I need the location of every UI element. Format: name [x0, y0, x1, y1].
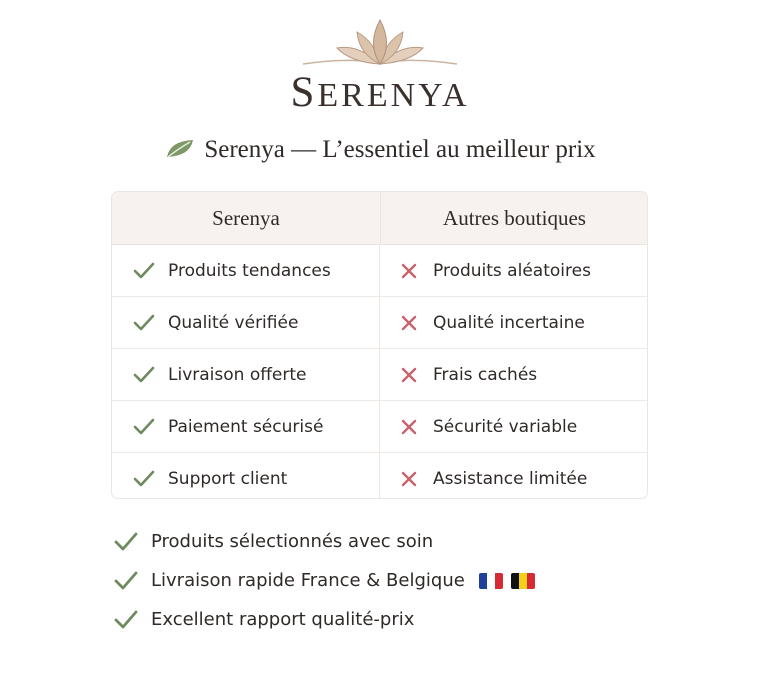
column-header-others: Autres boutiques	[443, 205, 586, 230]
benefit-text: Livraison rapide France & Belgique	[151, 570, 465, 591]
serenya-cell: Support client	[168, 468, 288, 489]
table-row	[112, 453, 647, 499]
check-icon	[113, 568, 139, 594]
check-icon	[132, 259, 156, 283]
list-item	[113, 561, 535, 600]
table-row	[112, 349, 647, 401]
others-cell: Frais cachés	[433, 364, 538, 385]
serenya-cell: Paiement sécurisé	[168, 416, 324, 437]
benefit-text: Produits sélectionnés avec soin	[151, 531, 434, 552]
others-cell: Assistance limitée	[433, 468, 588, 489]
serenya-cell: Livraison offerte	[168, 364, 307, 385]
table-row	[112, 245, 647, 297]
lotus-icon	[295, 14, 465, 72]
benefit-text: Excellent rapport qualité-prix	[151, 609, 415, 630]
column-header-serenya: Serenya	[112, 192, 381, 244]
brand-wordmark: SERENYA	[290, 69, 470, 116]
leaf-icon	[164, 137, 196, 168]
france-flag-icon	[479, 573, 503, 589]
page-title: Serenya — L’essentiel au meilleur prix	[0, 136, 760, 168]
list-item	[113, 522, 535, 561]
cross-icon	[397, 415, 421, 439]
serenya-cell: Produits tendances	[168, 260, 331, 281]
check-icon	[132, 415, 156, 439]
check-icon	[132, 467, 156, 491]
table-header	[112, 192, 647, 245]
check-icon	[132, 363, 156, 387]
benefits-list	[113, 522, 535, 639]
cross-icon	[397, 259, 421, 283]
cross-icon	[397, 363, 421, 387]
table-row	[112, 401, 647, 453]
comparison-table	[111, 191, 648, 499]
others-cell: Qualité incertaine	[433, 312, 585, 333]
serenya-cell: Qualité vérifiée	[168, 312, 299, 333]
others-cell: Sécurité variable	[433, 416, 578, 437]
check-icon	[132, 311, 156, 335]
list-item	[113, 600, 535, 639]
cross-icon	[397, 311, 421, 335]
cross-icon	[397, 467, 421, 491]
check-icon	[113, 529, 139, 555]
logo	[0, 14, 760, 117]
check-icon	[113, 607, 139, 633]
others-cell: Produits aléatoires	[433, 260, 591, 281]
table-row	[112, 297, 647, 349]
belgium-flag-icon	[511, 573, 535, 589]
